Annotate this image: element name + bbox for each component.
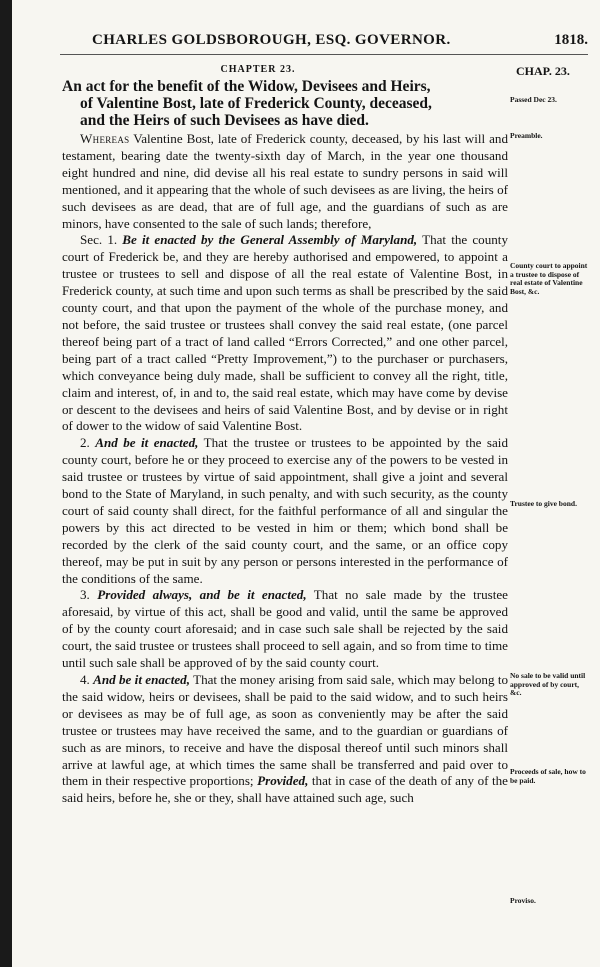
preamble-paragraph: [62, 131, 508, 232]
section-1-paragraph: [62, 232, 508, 435]
header-rule: [60, 54, 588, 55]
section-4-proviso: Provided,: [257, 773, 309, 789]
act-title: [62, 78, 506, 129]
margin-note-section-2: Trustee to give bond.: [510, 499, 577, 508]
margin-note-section-1: County court to appoint a trustee to dispose of real estate of Valentine Bost, &c.: [510, 261, 588, 296]
margin-note-preamble: Preamble.: [510, 131, 543, 140]
chapter-margin-label: CHAP. 23.: [516, 64, 570, 78]
act-body: [62, 131, 508, 807]
section-1-number: Sec. 1.: [80, 232, 123, 248]
page-year: 1818.: [554, 32, 588, 48]
section-4-enacting-clause: And be it enacted,: [93, 672, 190, 687]
running-head: CHARLES GOLDSBOROUGH, ESQ. GOVERNOR.: [92, 32, 451, 48]
section-2-paragraph: [62, 435, 508, 587]
section-1-text: That the county court of Frederick be, and they are hereby authorised and empowered, to appoint a trustee or trustees to sell and dispose of all the real estate of Valentine Bost, in Frederick county, at such time and upon such terms as shall be prescribed by the said county court, and that upon the payment of the whole of the purchase money, and not before, the said trustee or trustees shall convey the said real estate, (one parcel thereof being part of a tract of land called “Errors Corrected,” and one other parcel, being part of a tract called “Pretty Improvement,”) to the purchaser or purchasers, which conveyance being duly made, shall be sufficient to convey all the right, title, claim and interest, of, in and to, the said real estate, which may have come by devise or descent to the devisees and heirs of said Valentine Bost, and by devise or in right of dower to the widow of said Valentine Bost.: [62, 232, 508, 434]
margin-note-passed: Passed Dec 23.: [510, 95, 557, 104]
chapter-heading: CHAPTER 23.: [220, 64, 296, 75]
act-title-line-3: and the Heirs of such Devisees as have died.: [80, 112, 369, 129]
page-edge-shadow: [0, 0, 12, 967]
section-2-text: That the trustee or trustees to be appointed by the said county court, before he or they proceed to exercise any of the powers to be vested in said trustee or trustees by virtue of said appointment, shall give a joint and several bond to the State of Maryland, in such penalty, and with such security, as the county court of said county shall direct, for the faithful performance of all and singular the powers by this act directed to be vested in him or them; which bond shall be recorded by the clerk of the said county court, and the same, or an office copy thereof, may be put in suit by any person or persons interested in the performance of the conditions of the same.: [62, 435, 508, 586]
section-3-text: That no sale made by the trustee aforesaid, by virtue of this act, shall be good and valid, until the same be approved of by the county court aforesaid; and in case such sale shall be rejected by the said court, the said trustee or trustees shall proceed to sell again, and so from time to time until such sale shall be approved of by the said county court.: [62, 587, 508, 671]
section-4-number: 4.: [80, 672, 94, 687]
section-2-number: 2.: [80, 435, 96, 451]
section-4-text-part-2: that in case of the death of any of the said heirs, before he, she or they, shall have attained such age, such: [62, 773, 508, 806]
section-3-paragraph: [62, 587, 508, 672]
page-header: [92, 32, 588, 52]
section-4-paragraph: [62, 672, 508, 807]
preamble-lead: Whereas: [80, 131, 130, 146]
section-3-enacting-clause: Provided always, and be it enacted,: [97, 587, 307, 603]
section-1-enacting-clause: Be it enacted by the General Assembly of Maryland,: [122, 232, 418, 248]
act-title-line-2: of Valentine Bost, late of Frederick County, deceased,: [80, 95, 432, 112]
section-3-number: 3.: [80, 587, 98, 603]
margin-note-section-3: No sale to be valid until approved of by court, &c.: [510, 671, 586, 697]
act-title-line-1: An act for the benefit of the Widow, Devisees and Heirs,: [62, 78, 431, 95]
section-2-enacting-clause: And be it enacted,: [95, 435, 199, 451]
section-4-text-part-1: That the money arising from said sale, which may belong to the said widow, heirs or devisees, shall be paid to the said widow, and to such heirs or devisees as may be of full age, as soon as conveniently may be after the said trustee or trustees may have received the same, and to the guardian or guardians of such as are minors, to receive and have the disposal thereof until such minors shall arrive at lawful age, at which times the same shall be transferred and paid over to them in their respective proportions;: [62, 672, 508, 789]
preamble-text: Valentine Bost, late of Frederick county, deceased, by his last will and testament, bearing date the twenty-sixth day of March, in the year one thousand eight hundred and nine, did devise all his real estate to sundry persons in said will mentioned, and it appearing that the whole of such devisees as are living, the heirs of such devisees as are dead, that are of full age, and the guardians of such as are minors, have consented to the sale of such lands; therefore,: [62, 131, 508, 231]
margin-note-section-4: Proceeds of sale, how to be paid.: [510, 767, 586, 785]
margin-note-proviso: Proviso.: [510, 896, 536, 905]
